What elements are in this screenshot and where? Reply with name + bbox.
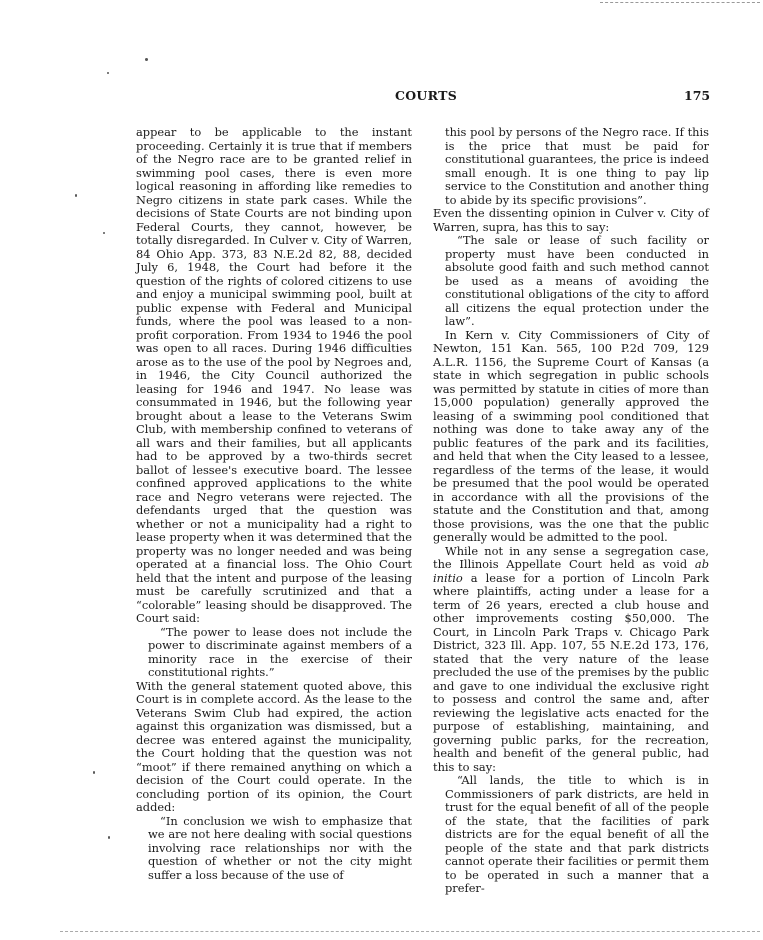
paragraph-text: While not in any sense a segregation case, the Illinois Appellate Court held as void bbox=[433, 543, 709, 571]
scan-speck bbox=[107, 72, 109, 74]
scan-edge-bottom bbox=[60, 931, 760, 932]
block-quote: “In conclusion we wish to emphasize that we are not here dealing with social questions involving race relationships nor with the question of whether or not the city might suffer a loss because of the use of bbox=[148, 813, 412, 882]
block-quote: “The sale or lease of such facility or property must have been conducted in absolute good faith and such method cannot be used as a means of avoiding the constitutional obligations of the city to afford all citizens the equal protection under the law”. bbox=[445, 233, 709, 328]
left-column bbox=[136, 126, 412, 882]
right-column bbox=[433, 126, 709, 896]
page-header bbox=[0, 88, 763, 108]
paragraph: With the general statement quoted above, this Court is in complete accord. As the lease to the Veterans Swim Club had expired, the action against this organization was dismissed, but a decree was entered against the municipality, the Court holding that the question was not “moot” if there remained anything on which a decision of the Court could operate. In the concluding portion of its opinion, the Court added: bbox=[136, 678, 412, 814]
paragraph-text: a lease for a portion of Lincoln Park where plaintiffs, acting under a lease for a term of 26 years, erected a club house and other improvements costing $50,000. The Court, in Lincoln Park Traps v. Chicago Park District, 323 Ill. App. 107, 55 N.E.2d 173, 176, stated that the very nature of the lease precluded the use of the premises by the public and gave to one individual the exclusive right to possess and control the same and, after reviewing the legislative acts enacted for the purpose of establishing, maintaining, and governing public parks, for the recreation, health and benefit of the general public, had this to say: bbox=[433, 570, 709, 774]
block-quote: “The power to lease does not include the power to discriminate against members of a minority race in the exercise of their constitutional rights.” bbox=[148, 624, 412, 679]
scan-speck bbox=[93, 771, 95, 774]
block-quote-continued: this pool by persons of the Negro race. If this is the price that must be paid for constitutional guarantees, the price is indeed small enough. It is one thing to pay lip service to the Constitution and another thing to abide by its specific provisions”. bbox=[445, 125, 709, 207]
paragraph: appear to be applicable to the instant proceeding. Certainly it is true that if members of the Negro race are to be granted relief in swimming pool cases, there is even more logical reasoning in affording like remedies to Negro citizens in state park cases. While the decisions of State Courts are not binding upon Federal Courts, they cannot, however, be totally disregarded. In Culver v. City of Warren, 84 Ohio App. 373, 83 N.E.2d 82, 88, decided July 6, 1948, the Court had before it the question of the rights of colored citizens to use and enjoy a municipal swimming pool, built at public expense with Federal and Municipal funds, where the pool was leased to a non-profit corporation. From 1934 to 1946 the pool was open to all races. During 1946 difficulties arose as to the use of the pool by Negroes and, in 1946, the City Council authorized the leasing for 1946 and 1947. No lease was consummated in 1946, but the following year brought about a lease to the Veterans Swim Club, with membership confined to veterans of all wars and their families, but all applicants had to be approved by a two-thirds secret ballot of lessee's executive board. The lessee confined approved applications to the white race and Negro veterans were rejected. The defendants urged that the question was whether or not a municipality had a right to lease property when it was determined that the property was no longer needed and was being operated at a financial loss. The Ohio Court held that the intent and purpose of the leasing must be carefully scrutinized and that a “colorable” leasing should be disapproved. The Court said: bbox=[136, 125, 412, 625]
paragraph bbox=[433, 545, 709, 775]
block-quote: “All lands, the title to which is in Commissioners of park districts, are held in trust for the equal benefit of all of the people of the state, that the facilities of park districts are for the equal benefit of all the people of the state and that park districts cannot operate their facilities or permit them to be operated in such a manner that a prefer- bbox=[445, 773, 709, 895]
latin-phrase: ab initio bbox=[433, 557, 709, 585]
running-head: COURTS bbox=[395, 88, 458, 103]
scan-edge-top bbox=[600, 2, 760, 3]
scan-speck bbox=[75, 194, 77, 197]
page-number: 175 bbox=[684, 88, 711, 103]
paragraph: Even the dissenting opinion in Culver v. City of Warren, supra, has this to say: bbox=[433, 206, 709, 234]
scan-speck bbox=[108, 836, 110, 839]
paragraph: In Kern v. City Commissioners of City of Newton, 151 Kan. 565, 100 P.2d 709, 129 A.L.R. 1156, the Supreme Court of Kansas (a state in which segregation in public schools was permitted by statute in cities of more than 15,000 population) generally approved the leasing of a swimming pool conditioned that nothing was done to take away any of the public features of the park and its facilities, and held that when the City leased to a lessee, regardless of the terms of the lease, it would be presumed that the pool would be operated in accordance with all the provisions of the statute and the Constitution and that, among those provisions, was the one that the public generally would be admitted to the pool. bbox=[433, 327, 709, 544]
scan-speck bbox=[145, 58, 148, 61]
scan-speck bbox=[103, 232, 105, 234]
